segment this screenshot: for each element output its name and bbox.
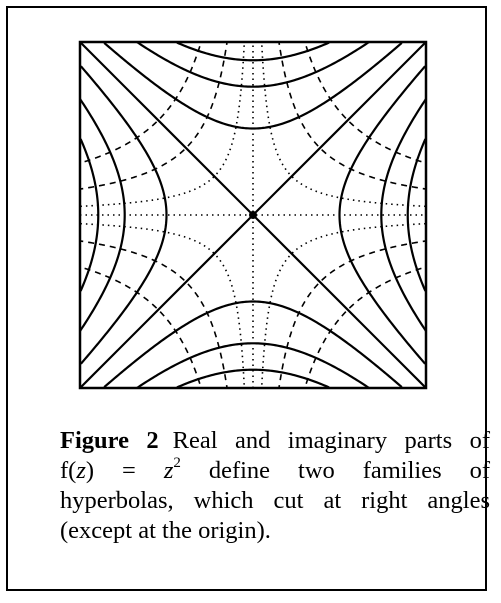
caption-text-2: define two families of bbox=[208, 457, 491, 484]
figure-label: Figure 2 bbox=[60, 427, 159, 454]
real-contour-5-branch-1 bbox=[81, 139, 99, 291]
hyperbola-diagram bbox=[70, 8, 490, 438]
caption-f-close: ) bbox=[85, 457, 95, 484]
caption-line-4: (except at the origin). bbox=[60, 517, 271, 544]
real-contour-4-branch-0 bbox=[381, 99, 426, 331]
caption-text-1: Real and imaginary parts of bbox=[172, 427, 490, 454]
figure-frame bbox=[6, 6, 491, 591]
caption-line-2 bbox=[60, 456, 490, 486]
real-contour-1-branch-0 bbox=[137, 42, 369, 87]
figure-caption bbox=[60, 426, 490, 546]
real-contour-0-branch-1 bbox=[177, 370, 329, 388]
caption-exponent: 2 bbox=[173, 454, 181, 471]
origin-point bbox=[249, 211, 257, 219]
caption-f-open: f( bbox=[60, 457, 77, 484]
caption-equals: = bbox=[122, 457, 136, 484]
caption-line-3: hyperbolas, which cut at right angles bbox=[60, 487, 490, 514]
caption-z: z bbox=[76, 457, 86, 484]
caption-z-squared: z bbox=[163, 457, 174, 484]
caption-line-1 bbox=[60, 426, 490, 456]
